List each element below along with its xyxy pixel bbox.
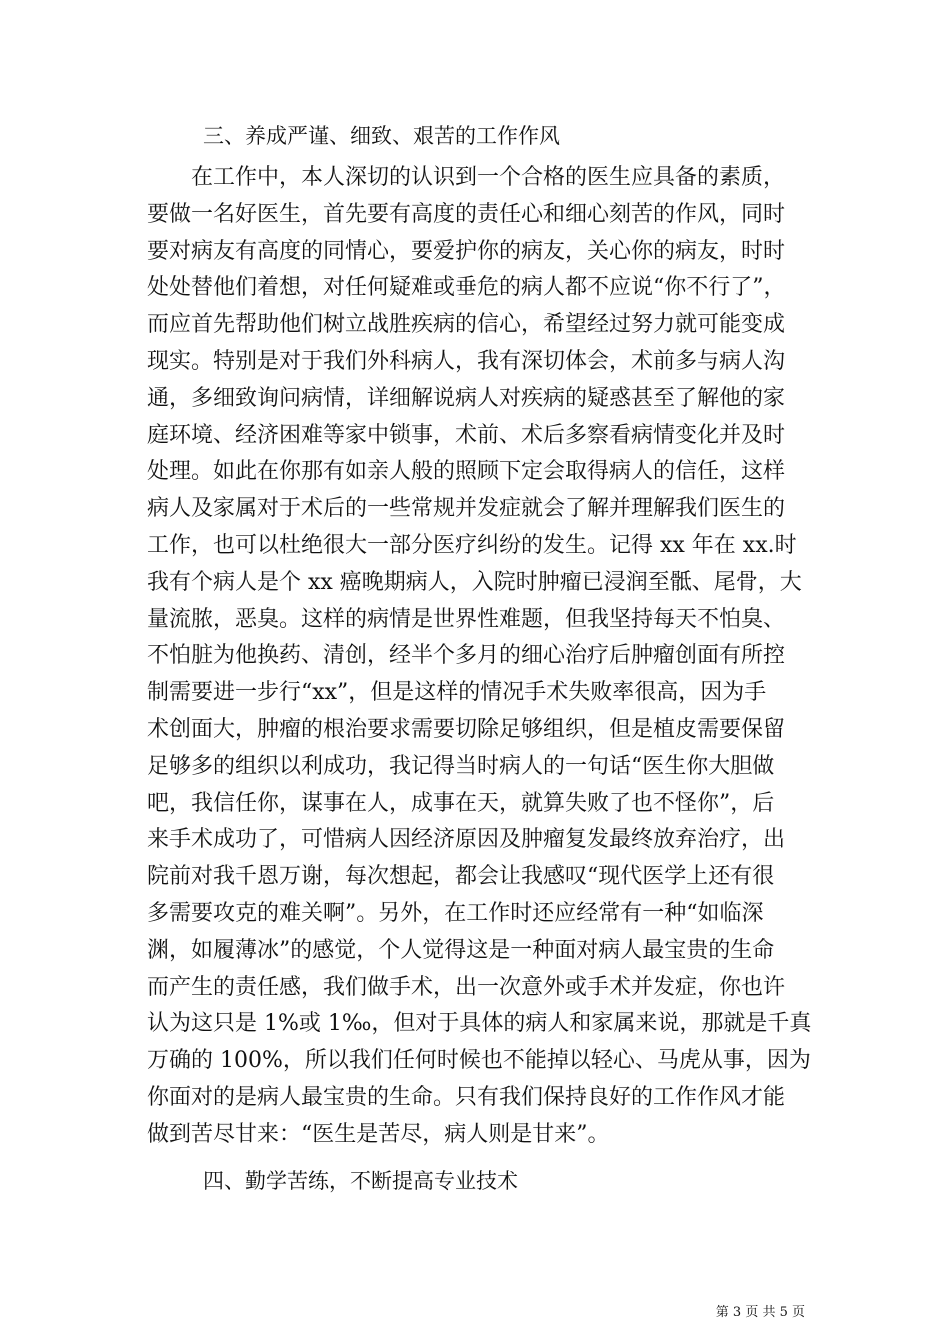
body-line: 做到苦尽甘来：“医生是苦尽，病人则是甘来”。: [147, 1121, 610, 1147]
body-line: 来手术成功了，可惜病人因经济原因及肿瘤复发最终放弃治疗，出: [147, 827, 786, 853]
body-line: 现实。特别是对于我们外科病人，我有深切体会，术前多与病人沟: [147, 348, 786, 374]
section-heading-3: 三、养成严谨、细致、艰苦的工作作风: [203, 124, 560, 148]
body-line: 而产生的责任感，我们做手术，出一次意外或手术并发症，你也许: [147, 974, 786, 1000]
body-line: 不怕脏为他换药、清创，经半个多月的细心治疗后肿瘤创面有所控: [147, 643, 786, 669]
body-line: 处理。如此在你那有如亲人般的照顾下定会取得病人的信任，这样: [147, 459, 786, 485]
body-line: 病人及家属对于术后的一些常规并发症就会了解并理解我们医生的: [147, 496, 786, 522]
body-line: 而应首先帮助他们树立战胜疾病的信心，希望经过努力就可能变成: [147, 312, 786, 338]
body-line: 量流脓，恶臭。这样的病情是世界性难题，但我坚持每天不怕臭、: [147, 606, 786, 632]
body-line: 院前对我千恩万谢，每次想起，都会让我感叹“现代医学上还有很: [147, 864, 775, 890]
page-number-footer: 第 3 页 共 5 页: [715, 1305, 805, 1320]
body-line: 我有个病人是个 xx 癌晚期病人，入院时肿瘤已浸润至骶、尾骨，大: [147, 569, 802, 595]
body-line: 足够多的组织以利成功，我记得当时病人的一句话“医生你大胆做: [147, 753, 775, 779]
body-line: 认为这只是 1%或 1‰，但对于具体的病人和家属来说，那就是千真: [147, 1011, 812, 1037]
body-line: 术创面大，肿瘤的根治要求需要切除足够组织，但是植皮需要保留: [147, 716, 786, 742]
body-line: 在工作中，本人深切的认识到一个合格的医生应具备的素质，: [147, 165, 786, 190]
body-line: 工作，也可以杜绝很大一部分医疗纠纷的发生。记得 xx 年在 xx.时: [147, 532, 797, 558]
body-line: 要做一名好医生，首先要有高度的责任心和细心刻苦的作风，同时: [147, 201, 786, 227]
body-line: 万确的 100%，所以我们任何时候也不能掉以轻心、马虎从事，因为: [147, 1048, 811, 1074]
body-line: 处处替他们着想，对任何疑难或垂危的病人都不应说“你不行了”，: [147, 275, 786, 301]
section-heading-4: 四、勤学苦练，不断提高专业技术: [203, 1169, 518, 1193]
body-line: 庭环境、经济困难等家中锁事，术前、术后多察看病情变化并及时: [147, 422, 786, 448]
body-line: 渊，如履薄冰”的感觉，个人觉得这是一种面对病人最宝贵的生命: [147, 937, 775, 963]
body-line: 多需要攻克的难关啊”。另外，在工作时还应经常有一种“如临深: [147, 900, 764, 926]
section-body: [147, 160, 827, 1154]
body-line: 要对病友有高度的同情心，要爱护你的病友，关心你的病友，时时: [147, 238, 786, 264]
body-line: 制需要进一步行“xx”，但是这样的情况手术失败率很高，因为手: [147, 680, 767, 706]
body-line: 通，多细致询问病情，详细解说病人对疾病的疑惑甚至了解他的家: [147, 385, 786, 411]
body-line: 你面对的是病人最宝贵的生命。只有我们保持良好的工作作风才能: [147, 1084, 786, 1110]
body-line: 吧，我信任你，谋事在人，成事在天，就算失败了也不怪你”，后: [147, 790, 775, 816]
